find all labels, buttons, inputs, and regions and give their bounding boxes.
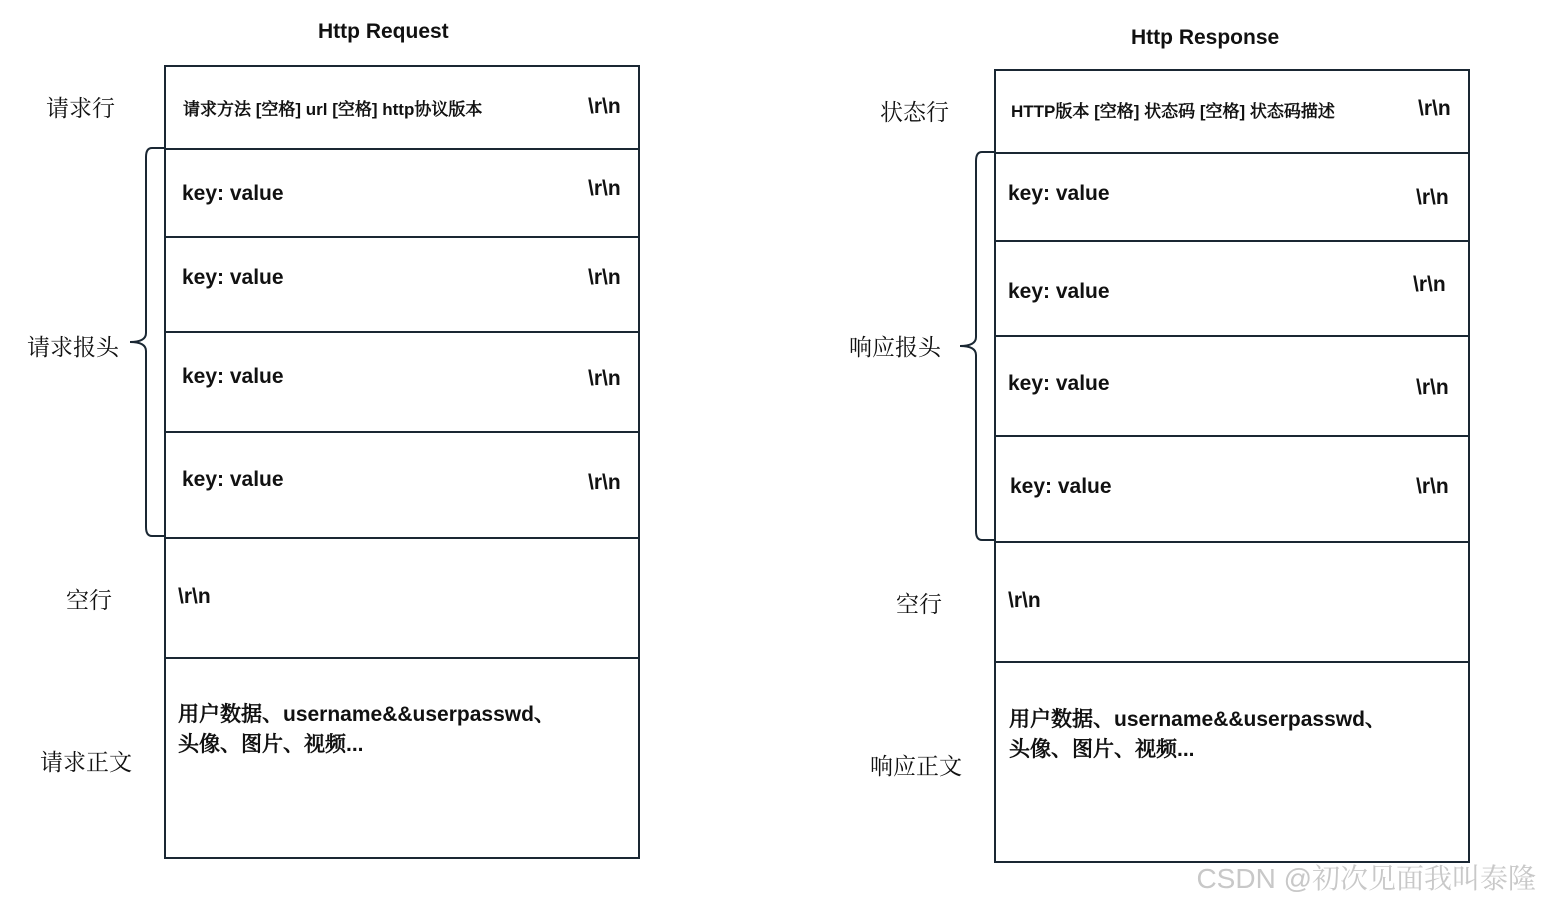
- request-box: [164, 65, 640, 859]
- response-headers-brace: [956, 149, 996, 545]
- request-header-crlf: \r\n: [588, 471, 621, 494]
- request-blank-label: 空行: [66, 587, 112, 613]
- status-line-crlf: \r\n: [1418, 97, 1451, 120]
- request-body-line: 头像、图片、视频...: [178, 733, 364, 756]
- response-header-row: [996, 240, 1468, 337]
- response-header-row: [996, 435, 1468, 543]
- request-line-label: 请求行: [46, 95, 115, 121]
- response-title: Http Response: [1131, 26, 1280, 49]
- response-blank-crlf: \r\n: [1008, 589, 1041, 612]
- response-header-crlf: \r\n: [1413, 273, 1446, 296]
- request-body-line: 用户数据、username&&userpasswd、: [178, 703, 555, 726]
- request-body-row: [166, 657, 638, 857]
- request-header-text: key: value: [182, 365, 284, 388]
- response-blank-label: 空行: [896, 591, 942, 617]
- response-body-label: 响应正文: [870, 753, 962, 779]
- request-blank-row: [166, 537, 638, 659]
- watermark: CSDN @初次见面我叫泰隆: [1196, 863, 1536, 894]
- status-line-row: [996, 71, 1468, 154]
- response-body-line: 用户数据、username&&userpasswd、: [1009, 708, 1386, 731]
- request-line-text: 请求方法 [空格] url [空格] http协议版本: [183, 100, 483, 119]
- request-header-row: [166, 431, 638, 539]
- request-header-text: key: value: [182, 468, 284, 491]
- response-header-crlf: \r\n: [1416, 186, 1449, 209]
- response-blank-row: [996, 541, 1468, 663]
- response-header-crlf: \r\n: [1416, 376, 1449, 399]
- response-header-text: key: value: [1008, 280, 1110, 303]
- response-headers-label: 响应报头: [849, 334, 941, 360]
- response-header-crlf: \r\n: [1416, 475, 1449, 498]
- request-header-text: key: value: [182, 266, 284, 289]
- request-header-crlf: \r\n: [588, 177, 621, 200]
- request-headers-brace: [126, 145, 166, 541]
- request-header-text: key: value: [182, 182, 284, 205]
- response-body-row: [996, 661, 1468, 861]
- request-line-row: [166, 67, 638, 150]
- status-line-text: HTTP版本 [空格] 状态码 [空格] 状态码描述: [1011, 102, 1335, 121]
- response-header-row: [996, 152, 1468, 242]
- response-header-text: key: value: [1008, 372, 1110, 395]
- request-title: Http Request: [318, 20, 449, 43]
- response-line-label: 状态行: [880, 99, 949, 125]
- request-line-crlf: \r\n: [588, 95, 621, 118]
- request-header-crlf: \r\n: [588, 367, 621, 390]
- request-body-label: 请求正文: [40, 749, 132, 775]
- request-headers-label: 请求报头: [27, 334, 119, 360]
- request-blank-crlf: \r\n: [178, 585, 211, 608]
- response-header-text: key: value: [1010, 475, 1112, 498]
- response-header-text: key: value: [1008, 182, 1110, 205]
- response-header-row: [996, 335, 1468, 437]
- request-body-text: [178, 700, 618, 760]
- request-header-row: [166, 236, 638, 333]
- request-header-row: [166, 331, 638, 433]
- response-body-line: 头像、图片、视频...: [1009, 738, 1195, 761]
- request-header-crlf: \r\n: [588, 266, 621, 289]
- response-body-text: [1009, 705, 1449, 765]
- request-header-row: [166, 148, 638, 238]
- response-box: [994, 69, 1470, 863]
